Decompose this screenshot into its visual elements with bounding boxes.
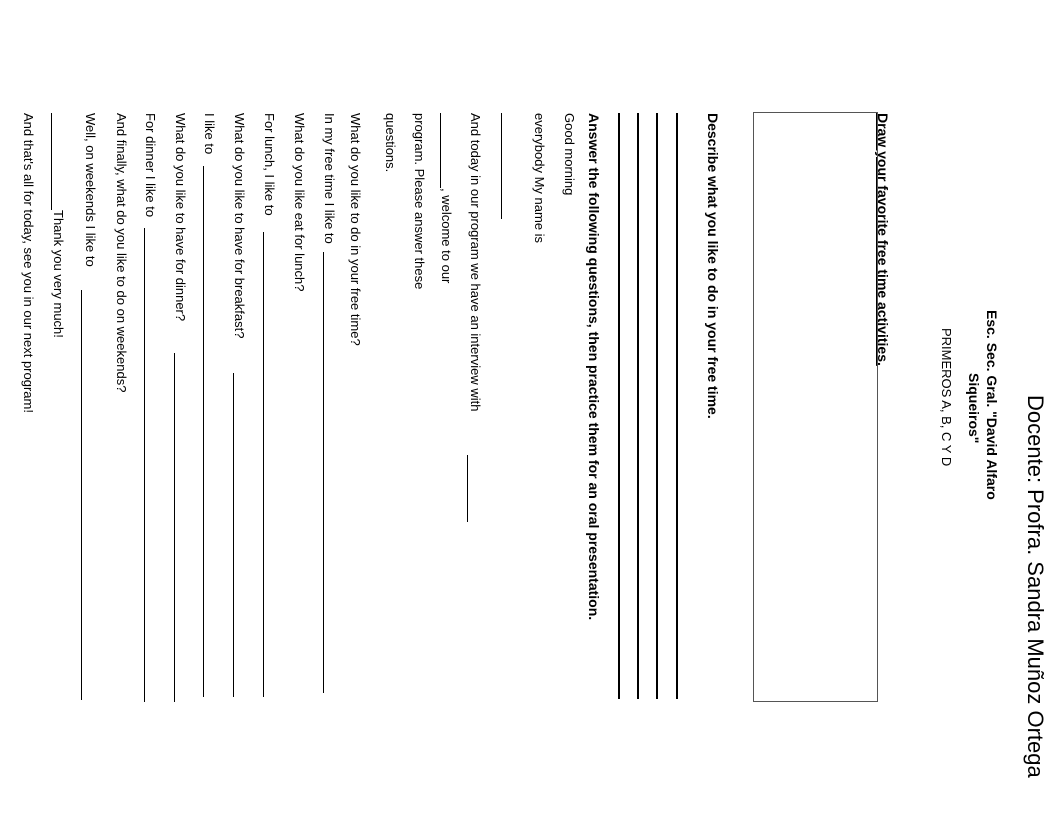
answer-weekends-label: Well, on weekends I like to — [83, 113, 98, 267]
answer-dinner-label: For dinner I like to — [143, 113, 158, 218]
writing-line-1[interactable] — [676, 113, 678, 699]
writing-line-2[interactable] — [656, 113, 658, 699]
answer-breakfast-blank-b[interactable] — [203, 166, 204, 697]
dialogue-line: questions. — [383, 113, 398, 173]
question-dinner: What do you like to have for dinner? — [173, 113, 188, 322]
drawing-box[interactable] — [753, 112, 878, 702]
draw-instruction: Draw your favorite free time activities. — [875, 113, 891, 366]
answer-free-time-label: In my free time I like to — [322, 113, 337, 244]
dialogue-line: Good morning — [562, 113, 577, 196]
answer-dinner-blank-a[interactable] — [174, 353, 175, 702]
answer-breakfast-blank-a[interactable] — [233, 373, 234, 697]
blank-guest-name-3[interactable] — [51, 113, 52, 210]
dialogue-line: And today in our program we have an interview with — [468, 113, 483, 412]
question-free-time: What do you like to do in your free time? — [348, 113, 363, 346]
thanks-line: Thank you very much! — [51, 210, 66, 338]
blank-guest-name[interactable] — [467, 455, 468, 522]
writing-line-3[interactable] — [637, 113, 639, 699]
question-breakfast: What do you like to have for breakfast? — [232, 113, 247, 339]
answer-free-time-blank[interactable] — [323, 252, 324, 693]
writing-line-4[interactable] — [618, 113, 620, 699]
school-name-line-1: Esc. Sec. Gral. "David Alfaro — [984, 310, 1000, 500]
question-weekends: And finally, what do you like to do on weekends? — [114, 113, 129, 393]
describe-instruction: Describe what you like to do in your free time. — [705, 113, 721, 419]
school-name-line-2: Siqueiros" — [966, 373, 982, 444]
answer-breakfast-label: I like to — [202, 113, 217, 155]
answer-lunch-blank[interactable] — [263, 232, 264, 697]
dialogue-line: everybody My name is — [532, 113, 547, 244]
answer-lunch-label: For lunch, I like to — [262, 113, 277, 216]
blank-name[interactable] — [501, 113, 502, 219]
closing-line: And that's all for today, see you in our next program! — [21, 113, 36, 413]
question-lunch: What do you like eat for lunch? — [292, 113, 307, 292]
dialogue-line: program. Please answer these — [412, 113, 427, 290]
answer-instruction: Answer the following questions, then practice them for an oral presentation. — [586, 113, 602, 621]
answer-weekends-blank[interactable] — [81, 290, 82, 700]
groups-label: PRIMEROS A, B, C Y D — [939, 328, 954, 467]
teacher-name: Docente: Profra. Sandra Muñoz Ortega — [1023, 395, 1048, 778]
answer-dinner-blank-b[interactable] — [144, 228, 145, 702]
dialogue-line: , welcome to our — [439, 188, 454, 284]
blank-guest-name-2[interactable] — [440, 113, 441, 188]
